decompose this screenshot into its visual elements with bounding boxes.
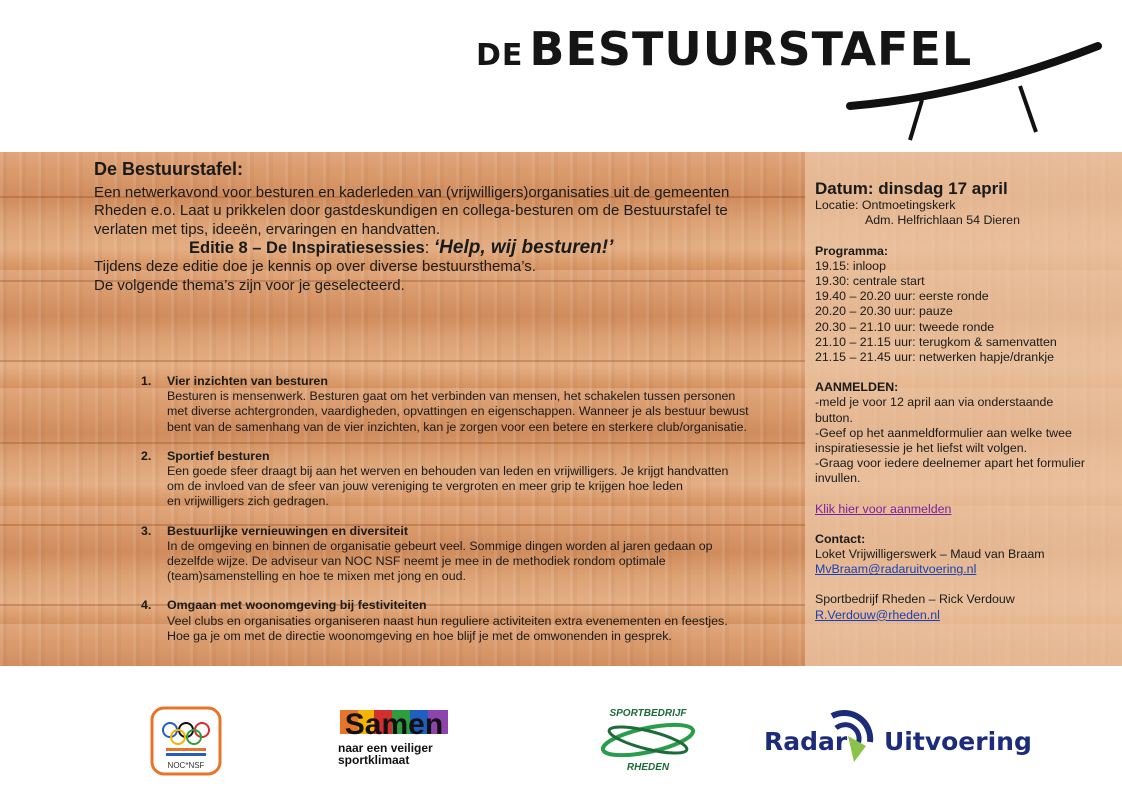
plank-line (0, 360, 805, 362)
table-icon (840, 36, 1110, 146)
radar-right-text: Uitvoering (884, 727, 1032, 756)
theme-line: dezelfde wijze. De adviseur van NOC NSF neemt je mee in de methodiek rondom optimale (167, 554, 666, 569)
theme-title: Bestuurlijke vernieuwingen en diversiteit (167, 523, 409, 538)
intro-line: Rheden e.o. Laat u prikkelen door gastdeskundigen en collega-besturen om de Bestuurstafel te (94, 202, 728, 220)
theme-line: bent van de samenhang van de vier inzichten, kan je zorgen voor een betere en sterkere club/organisatie. (167, 419, 747, 434)
theme-number: 4. (141, 598, 152, 613)
edition-separator: : (424, 239, 430, 258)
theme-line: met diverse achtergronden, vaardigheden, opvattingen en eigenschappen. Wanneer je als bestuur bewust (167, 404, 749, 419)
footer-logos (0, 666, 1122, 791)
theme-line: om de invloed van de sfeer van jouw vereniging te vergroten en meer grip te krijgen hoe leden (167, 479, 683, 494)
theme-line: (team)samenstelling en hoe te mixen met jong en oud. (167, 569, 466, 584)
edition-label: Editie 8 – De Inspiratiesessies (189, 239, 425, 258)
intro-line: Tijdens deze editie doe je kennis op over diverse bestuursthema’s. (94, 257, 536, 275)
intro-line: verlaten met tips, ideeën, ervaringen en handvatten. (94, 220, 441, 238)
theme-number: 1. (141, 374, 152, 388)
sport-top-text: SPORTBEDRIJF (609, 708, 687, 719)
register-link[interactable]: Klik hier voor aanmelden (815, 501, 952, 516)
theme-line: Hoe ga je om met de directie woonomgeving en hoe blijf je met de omwonenden in gesprek. (167, 628, 672, 643)
theme-number: 3. (141, 523, 152, 538)
edition-subtitle: ‘Help, wij besturen!’ (433, 237, 614, 259)
theme-item (141, 598, 791, 644)
aanmelden-line: -meld je voor 12 april aan via onderstaande (815, 395, 1054, 410)
theme-item (141, 449, 791, 510)
aanmelden-line: -Graag voor iedere deelnemer apart het formulier (815, 456, 1085, 471)
theme-title: Vier inzichten van besturen (167, 374, 328, 388)
edition-title (94, 239, 794, 258)
theme-line: Veel clubs en organisaties organiseren naast hun reguliere activiteiten extra evenementen en feestjes. (167, 613, 728, 628)
contact-email-link[interactable]: R.Verdouw@rheden.nl (815, 607, 940, 622)
intro-section (94, 160, 794, 295)
logo-de: DE (476, 38, 524, 73)
themes-list (141, 374, 791, 658)
event-date: Datum: dinsdag 17 april (815, 179, 1008, 198)
aanmelden-title: AANMELDEN: (815, 380, 899, 395)
theme-item (141, 524, 791, 585)
aanmelden-line: inspiratiesessie je het liefst wilt volgen. (815, 441, 1028, 456)
sport-bottom-text: RHEDEN (626, 762, 670, 773)
theme-line: Besturen is mensenwerk. Besturen gaat om het verbinden van mensen, het schakelen tussen personen (167, 389, 736, 404)
intro-heading: De Bestuurstafel: (94, 159, 244, 179)
contact-title: Contact: (815, 531, 866, 546)
programma-item: 19.30: centrale start (815, 274, 925, 289)
theme-item (141, 374, 791, 435)
programma-item: 20.20 – 20.30 uur: pauze (815, 304, 953, 319)
samen-word: Samen (344, 708, 444, 741)
event-address: Adm. Helfrichlaan 54 Dieren (865, 213, 1020, 228)
sportbedrijf-rheden-logo (596, 704, 700, 774)
programma-item: 21.15 – 21.45 uur: netwerken hapje/drankje (815, 350, 1055, 365)
aanmelden-line: invullen. (815, 471, 861, 486)
aanmelden-line: -Geef op het aanmeldformulier aan welke twee (815, 425, 1072, 440)
event-info (815, 181, 1115, 623)
programma-item: 20.30 – 21.10 uur: tweede ronde (815, 319, 995, 334)
theme-number: 2. (141, 448, 152, 463)
noc-nsf-logo (150, 706, 222, 776)
programma-item: 19.15: inloop (815, 258, 886, 273)
programma-item: 21.10 – 21.15 uur: terugkom & samenvatten (815, 334, 1057, 349)
header (0, 0, 1122, 152)
theme-title: Sportief besturen (167, 448, 270, 463)
intro-line: Een netwerkavond voor besturen en kaderleden van (vrijwilligers)organisaties uit de gemeenten (94, 183, 730, 201)
radar-left-text: Radar (764, 727, 848, 756)
samen-logo (334, 706, 454, 770)
intro-line: De volgende thema’s zijn voor je geselecteerd. (94, 276, 405, 294)
logo-main: BESTUURSTAFEL (529, 22, 973, 76)
theme-line: Een goede sfeer draagt bij aan het werven en behouden van leden en vrijwilligers. Je krijgt handvatten (167, 464, 729, 479)
contact-name: Loket Vrijwilligerswerk – Maud van Braam (815, 547, 1045, 562)
theme-title: Omgaan met woonomgeving bij festiviteiten (167, 598, 427, 613)
contact-email-link[interactable]: MvBraam@radaruitvoering.nl (815, 562, 977, 577)
contact-name: Sportbedrijf Rheden – Rick Verdouw (815, 592, 1015, 607)
programma-title: Programma: (815, 243, 888, 258)
theme-line: en vrijwilligers zich gedragen. (167, 494, 329, 509)
radar-uitvoering-logo (762, 706, 1032, 770)
event-location: Locatie: Ontmoetingskerk (815, 198, 956, 213)
theme-line: In de omgeving en binnen de organisatie gebeurt veel. Sommige dingen worden al jaren gedaan op (167, 538, 713, 553)
samen-line: sportklimaat (338, 753, 410, 767)
noc-text: NOC*NSF (167, 761, 205, 770)
aanmelden-line: button. (815, 410, 853, 425)
programma-item: 19.40 – 20.20 uur: eerste ronde (815, 289, 989, 304)
samen-line: naar een veiliger (338, 741, 433, 755)
